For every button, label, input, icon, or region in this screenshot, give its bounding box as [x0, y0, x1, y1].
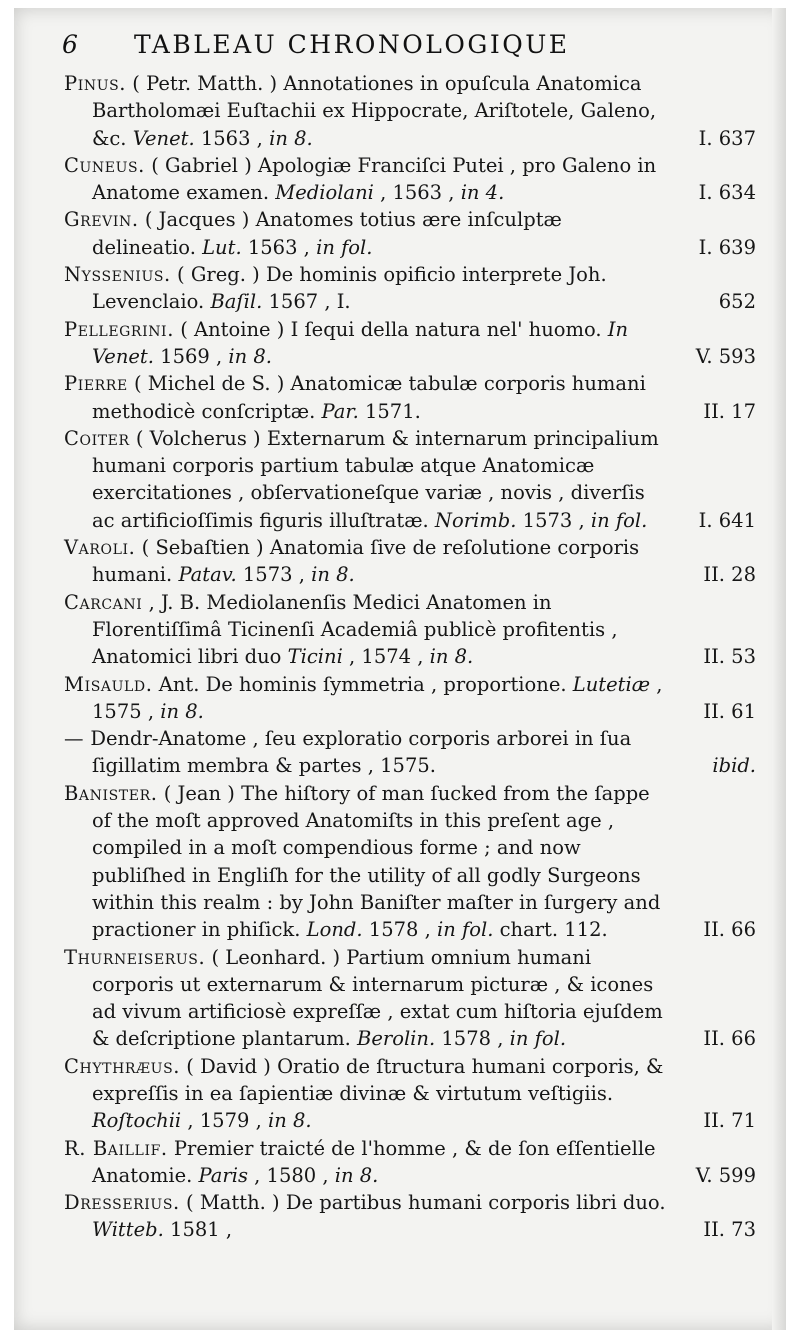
entry-author: Banister. [64, 781, 158, 805]
entry-date: 1578 , [441, 1027, 504, 1051]
entry-text: ( Jacques ) Anatomes totius ære inſculptæ delineatio. [92, 208, 562, 259]
entry-date: 1563 , [200, 126, 263, 150]
entry-reference: I. 641 [698, 508, 756, 532]
running-title: TABLEAU CHRONOLOGIQUE [134, 30, 570, 59]
entry-place: Patav. [178, 563, 237, 587]
entry-date: 1578 , [368, 918, 431, 942]
entry-cuneus [64, 152, 756, 207]
entry-format: in 8. [269, 126, 313, 150]
entry-author: Carcani [64, 590, 143, 614]
entry-extra: chart. 112. [499, 918, 608, 942]
entry-author: Grevin. [64, 208, 139, 232]
entry-text: Ant. De hominis ſymmetria , proportione. [158, 672, 567, 696]
entry-format: in 4. [460, 181, 505, 205]
entry-text: ( Gabriel ) Apologiæ Franciſci Putei , pro Galeno in Anatome examen. [92, 153, 657, 205]
entry-author: Nyssenius. [64, 263, 171, 287]
entry-author: Chythræus. [64, 1054, 181, 1078]
entry-text: Premier traicté de l'homme , & de ſon eſſentielle Anatomie. [92, 1136, 656, 1187]
entry-text: ( Greg. ) De hominis opificio interprete Joh. Levenclaio. [92, 263, 607, 314]
entry-format: in 8. [160, 699, 204, 723]
entry-place: In Venet. [92, 317, 629, 368]
entry-date: 1563 , [247, 235, 310, 259]
entry-author: Cuneus. [64, 153, 145, 177]
entry-text: Dendr-Anatome , ſeu exploratio corporis arborei in ſua ſigillatim membra & partes , 1575. [90, 727, 632, 778]
entry-text: ( Michel de S. ) Anatomicæ tabulæ corporis humani methodicè conſcriptæ. [92, 372, 646, 423]
entry-reference: I. 639 [698, 235, 756, 259]
entry-date: 1567 , I. [268, 290, 351, 314]
page-gutter-shadow [772, 8, 786, 1330]
entry-misauld [64, 671, 756, 726]
entry-pierre [64, 370, 756, 425]
entry-author: Misauld. [64, 672, 153, 696]
entry-author: Pierre [64, 372, 128, 396]
entry-reference: II. 28 [703, 563, 756, 587]
entry-date: 1573 , [242, 563, 305, 587]
entry-date: , 1563 , [380, 181, 455, 205]
entry-format: in 8. [228, 344, 273, 368]
entry-text: ( Petr. Matth. ) Annotationes in opuſcula Anatomica Bartholomæi Euſtachii ex Hippocrate, Ariſtotele, Galeno, &c. [92, 72, 657, 150]
entry-coiter [64, 425, 756, 534]
page-header [62, 30, 762, 64]
entry-varoli [64, 534, 756, 589]
entry-text: ( Volcherus ) Externarum & internarum principalium humani corporis partium tabulæ atque Anatomicæ exercitationes , obſervationeſque variæ , novis , diverſis ac artificioſſimis figuris illuſtratæ. [92, 426, 659, 532]
entry-reference: I. 634 [698, 181, 756, 205]
entry-reference: II. 53 [703, 645, 756, 669]
entry-baillif [64, 1135, 756, 1190]
entry-text: ( Leonhard. ) Partium omnium humani corporis ut externarum & internarum picturæ , & icones ad vivum artificiosè expreſſæ , extat cum hiſtoria ejuſdem & deſcriptione plantarum. [92, 945, 663, 1051]
bibliography-list [64, 70, 756, 1244]
entry-place: Lond. [306, 918, 363, 942]
entry-place: Norimb. [434, 508, 517, 532]
entry-author: Varoli. [64, 536, 136, 560]
book-page [14, 8, 786, 1330]
entry-text: ( Matth. ) De partibus humani corporis libri duo. [186, 1191, 666, 1215]
entry-text: ( Jean ) The hiſtory of man ſucked from the ſappe of the moſt approved Anatomiſts in this preſent age , compiled in a moſt compendious forme ; and now publiſhed in Engliſh for the utility of all godly Surgeons within this realm : by John Baniſter maſter in ſurgery and practioner in phiſick. [92, 781, 661, 942]
entry-format: in fol. [437, 918, 494, 942]
entry-text: , J. B. Mediolanenſis Medici Anatomen in Florentiſſimâ Ticinenſi Academiâ publicè profitentis , Anatomici libri duo [92, 590, 618, 669]
entry-reference: 652 [718, 290, 756, 314]
entry-date: , 1579 , [187, 1109, 262, 1133]
entry-dendr-anatome [64, 725, 756, 780]
entry-place: Lutetiæ [572, 672, 651, 696]
entry-author: R. Baillif. [64, 1136, 168, 1160]
entry-grevin [64, 206, 756, 261]
entry-format: in 8. [268, 1109, 312, 1133]
entry-reference: V. 599 [695, 1163, 756, 1187]
entry-place: Par. [321, 399, 359, 423]
entry-format: in fol. [316, 235, 373, 259]
entry-author: Dresserius. [64, 1191, 180, 1215]
entry-place: Roſtochii [92, 1109, 182, 1133]
entry-reference: II. 17 [703, 399, 756, 423]
entry-chythraeus [64, 1053, 756, 1135]
entry-place: Lut. [202, 235, 242, 259]
entry-reference: II. 71 [703, 1109, 756, 1133]
entry-reference: V. 593 [695, 344, 756, 368]
entry-pinus [64, 70, 756, 152]
entry-thurneiserus [64, 944, 756, 1053]
entry-dresserius [64, 1189, 756, 1244]
entry-format: in fol. [590, 508, 648, 532]
entry-place: Berolin. [357, 1027, 436, 1051]
entry-banister [64, 780, 756, 944]
entry-date: , 1580 , [254, 1163, 329, 1187]
entry-reference: II. 73 [703, 1218, 756, 1242]
entry-format: in 8. [311, 563, 355, 587]
entry-author: Pellegrini. [64, 317, 174, 341]
entry-place: Ticini [287, 645, 343, 669]
entry-nyssenius [64, 261, 756, 316]
entry-author: Pinus. [64, 72, 127, 95]
entry-author: — [64, 727, 85, 751]
entry-text: ( David ) Oratio de ſtructura humani corporis, & expreſſis in ea ſapientiæ divinæ & virtutum veſtigiis. [92, 1054, 664, 1105]
entry-format: in fol. [509, 1027, 567, 1051]
entry-reference: II. 61 [703, 699, 756, 723]
entry-place: Witteb. [92, 1218, 164, 1242]
entry-date: 1581 , [170, 1218, 233, 1242]
entry-reference: I. 637 [698, 126, 756, 150]
entry-place: Baſil. [210, 290, 263, 314]
entry-carcani [64, 589, 756, 671]
entry-author: Coiter [64, 426, 130, 450]
entry-place: Venet. [132, 126, 195, 150]
entry-place: Paris [198, 1163, 248, 1187]
entry-date: 1571. [364, 399, 421, 423]
entry-text: ( Antoine ) I ſequi della natura nel' huomo. [180, 317, 602, 341]
entry-date: , 1574 , [349, 645, 424, 669]
entry-date: , 1575 , [92, 672, 663, 723]
entry-format: in 8. [334, 1163, 379, 1187]
entry-reference: II. 66 [703, 918, 756, 942]
entry-date: 1569 , [160, 344, 223, 368]
page-number: 6 [62, 30, 81, 59]
entry-date: 1573 , [522, 508, 585, 532]
entry-reference: II. 66 [703, 1027, 756, 1051]
entry-author: Thurneiserus. [64, 945, 206, 969]
entry-pellegrini [64, 316, 756, 371]
entry-reference: ibid. [712, 754, 756, 778]
entry-place: Mediolani [275, 181, 374, 205]
entry-text: ( Sebaſtien ) Anatomia ſive de reſolutione corporis humani. [92, 536, 640, 587]
entry-format: in 8. [429, 645, 474, 669]
